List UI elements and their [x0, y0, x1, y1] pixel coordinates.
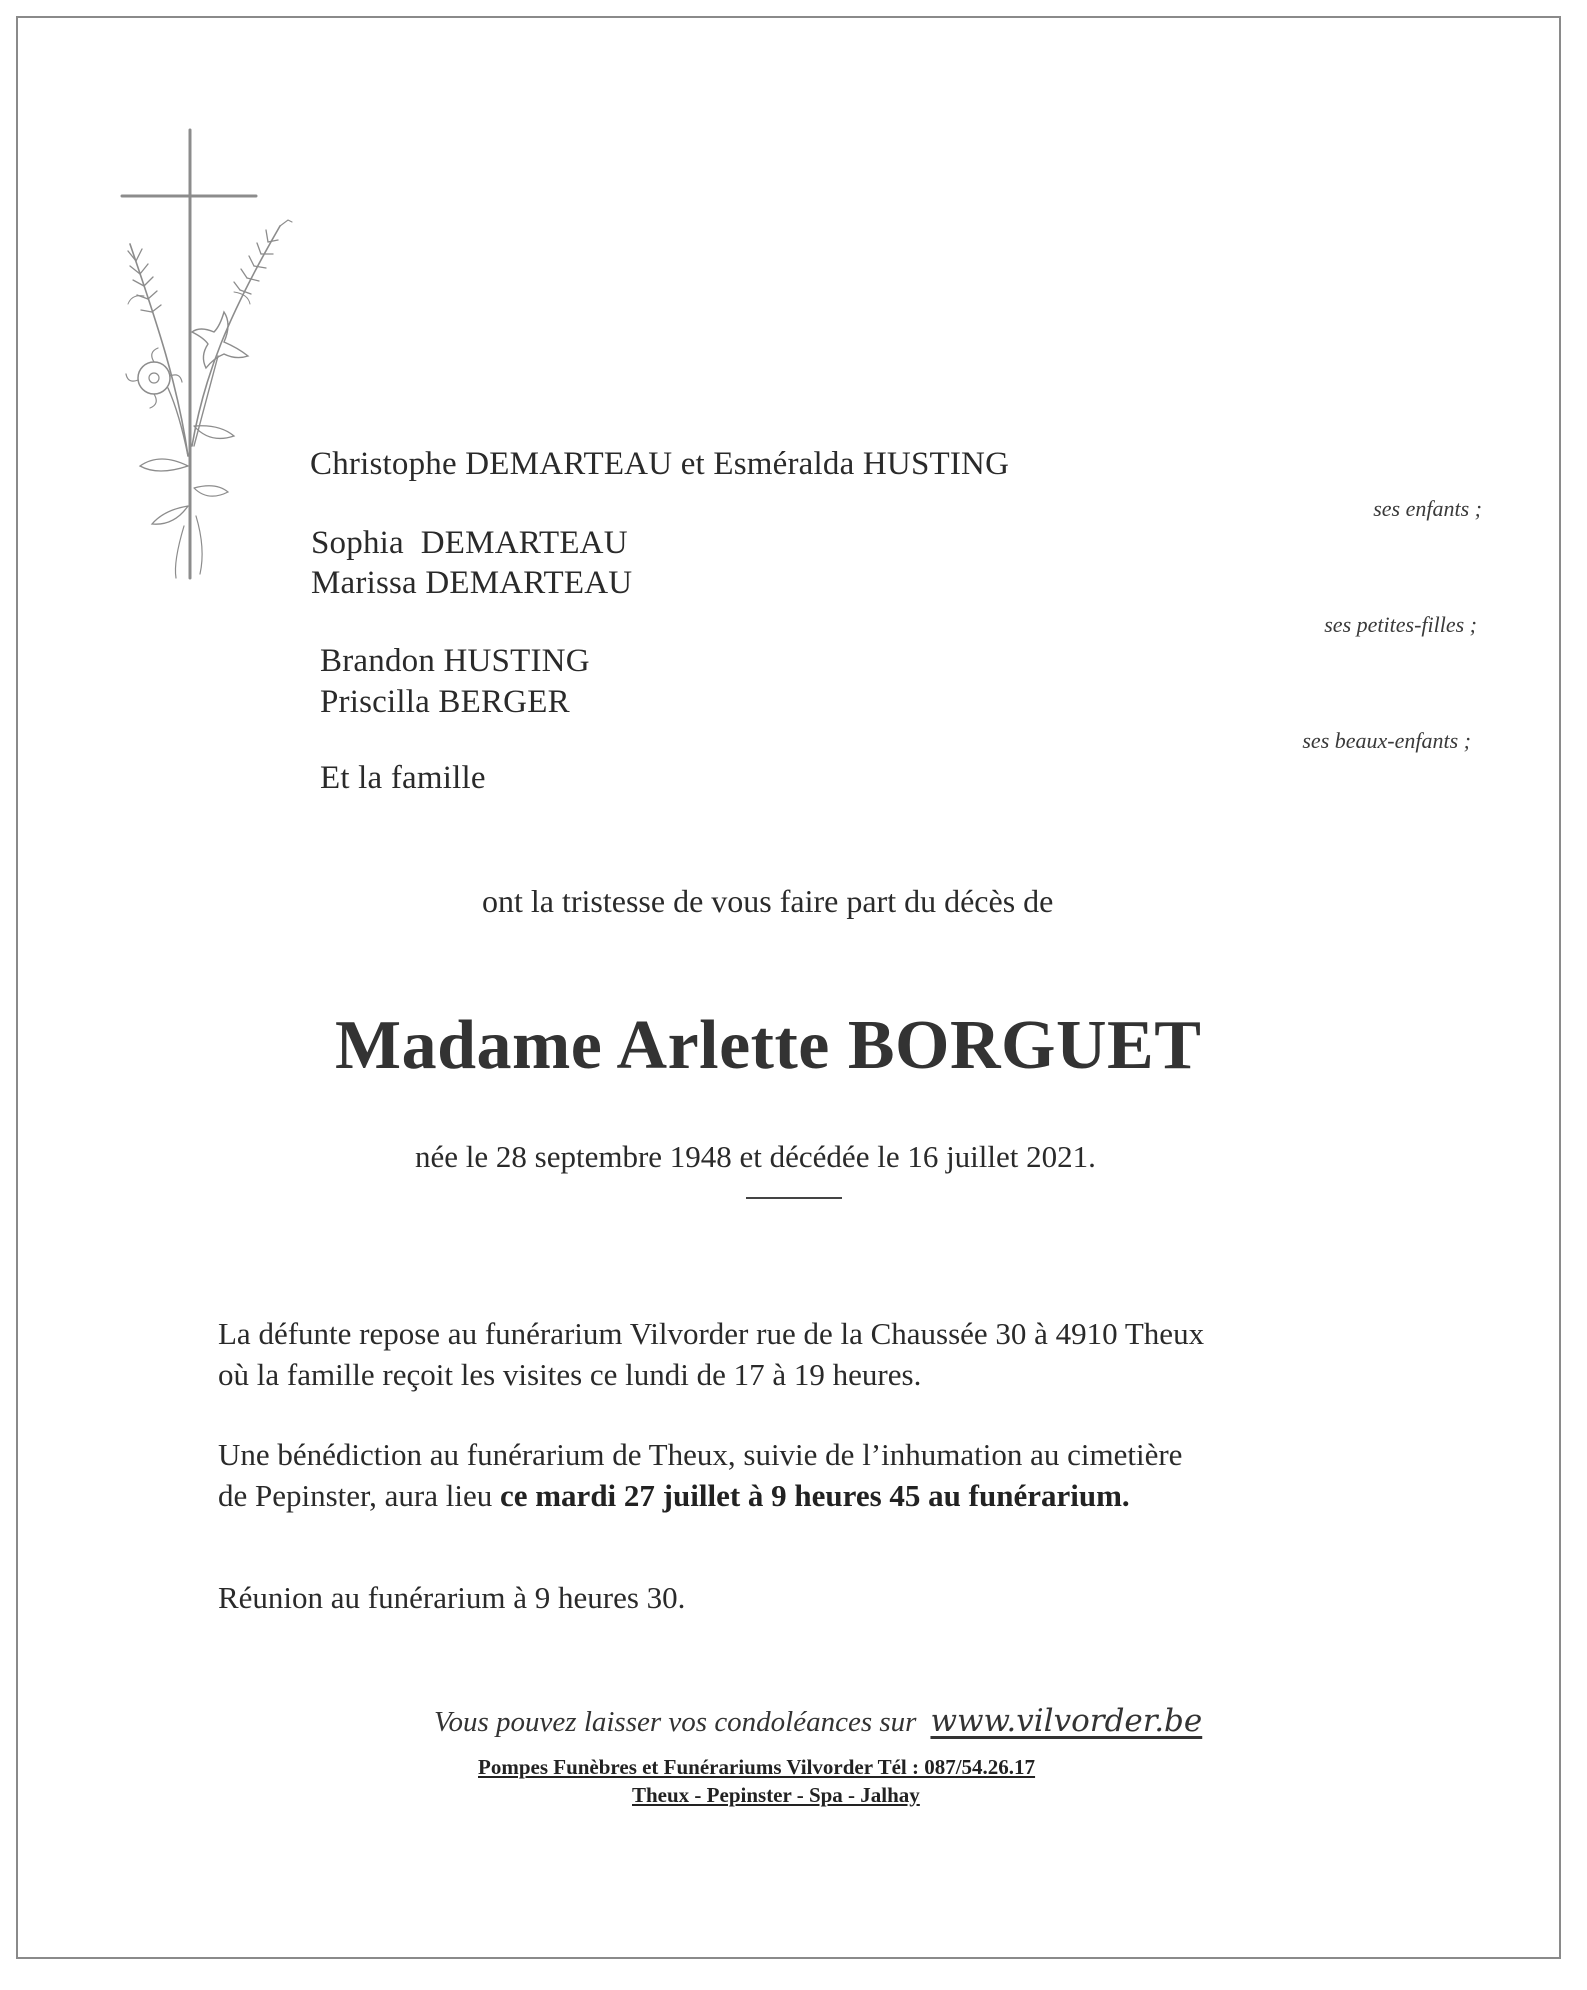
ceremony-line-2-prefix: de Pepinster, aura lieu — [218, 1478, 493, 1513]
inlaw-name-1: Brandon HUSTING — [320, 643, 590, 679]
granddaughter-name-1: Sophia DEMARTEAU — [311, 525, 628, 561]
repose-line-2: où la famille reçoit les visites ce lundi de 17 à 19 heures. — [218, 1357, 922, 1392]
inlaw-name-2: Priscilla BERGER — [320, 684, 570, 720]
ceremony-time: ce mardi 27 juillet à 9 heures 45 au funérarium. — [499, 1478, 1130, 1513]
condolences-line — [434, 1703, 1202, 1739]
condolences-website-link[interactable]: www.vilvorder.be — [930, 1703, 1203, 1739]
granddaughters-relation: ses petites-filles ; — [1324, 612, 1477, 637]
ceremony-line-1: Une bénédiction au funérarium de Theux, suivie de l’inhumation au cimetière — [218, 1437, 1183, 1472]
ceremony-line-2 — [218, 1475, 1130, 1516]
meeting-info: Réunion au funérarium à 9 heures 30. — [218, 1580, 686, 1615]
children-relation: ses enfants ; — [1373, 496, 1482, 521]
condolences-text: Vous pouvez laisser vos condoléances sur — [434, 1706, 917, 1738]
separator-line — [746, 1197, 842, 1199]
footer-locations: Theux - Pepinster - Spa - Jalhay — [632, 1783, 920, 1807]
extended-family: Et la famille — [320, 760, 486, 796]
cross-with-wheat-and-flowers-icon — [118, 126, 293, 586]
deceased-name: Madame Arlette BORGUET — [335, 1007, 1202, 1084]
children-names: Christophe DEMARTEAU et Esméralda HUSTING — [310, 446, 1010, 482]
granddaughter-name-2: Marissa DEMARTEAU — [311, 565, 633, 601]
inlaws-relation: ses beaux-enfants ; — [1302, 728, 1471, 753]
announcement-intro: ont la tristesse de vous faire part du décès de — [482, 883, 1054, 919]
life-dates: née le 28 septembre 1948 et décédée le 16 juillet 2021. — [415, 1139, 1096, 1174]
repose-line-1: La défunte repose au funérarium Vilvorder rue de la Chaussée 30 à 4910 Theux — [218, 1316, 1205, 1351]
footer-company-phone: Pompes Funèbres et Funérariums Vilvorder Tél : 087/54.26.17 — [478, 1755, 1036, 1779]
